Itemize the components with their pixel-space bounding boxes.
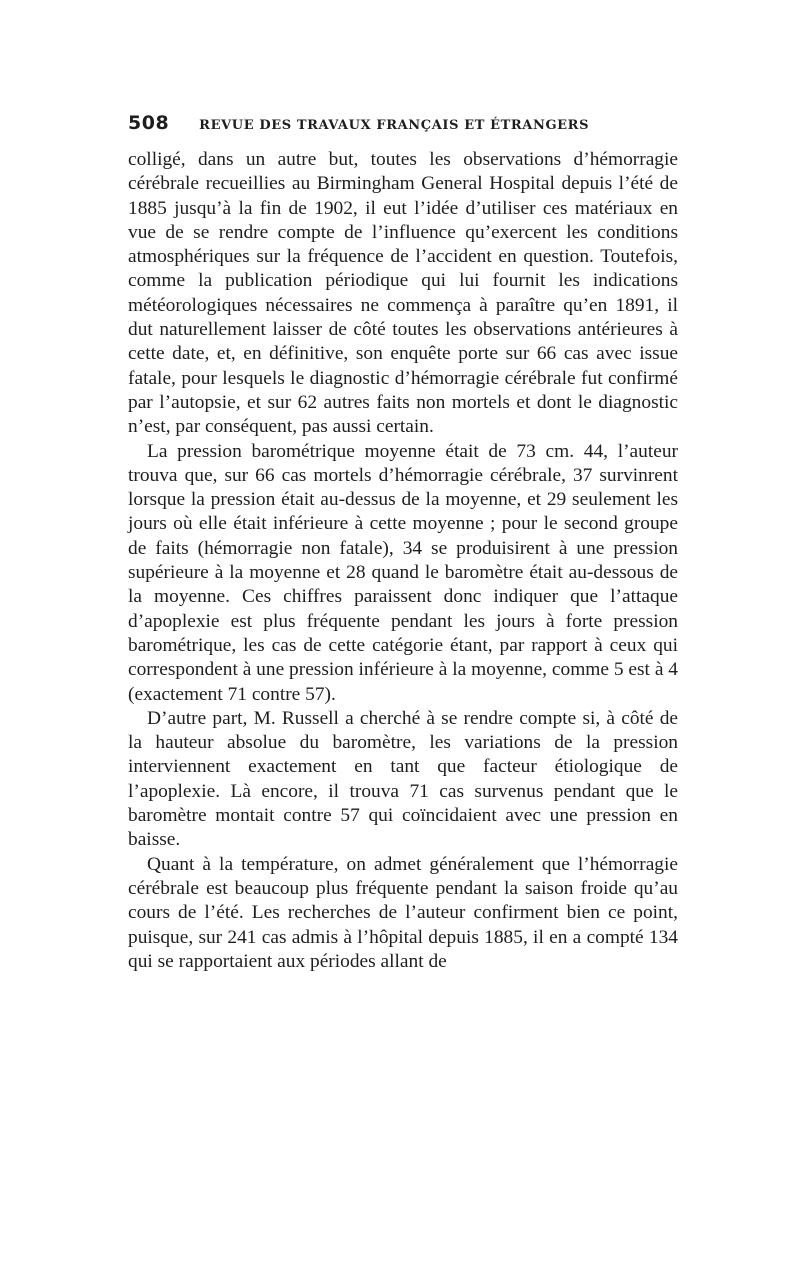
paragraph: Quant à la température, on admet généralement que l’hémorragie cérébrale est beaucoup plus fréquente pendant la saison froide qu’au cours de l’été. Les recherches de l’auteur confirment bien ce point, puisque, sur 241 cas admis à l’hôpital depuis 1885, il en a compté 134 qui se rapportaient aux périodes allant de (128, 853, 678, 972)
running-title: REVUE DES TRAVAUX FRANÇAIS ET ÉTRANGERS (199, 118, 590, 133)
page (128, 112, 678, 974)
paragraph: La pression barométrique moyenne était de 73 cm. 44, l’auteur trouva que, sur 66 cas mortels d’hémorragie cérébrale, 37 survinrent lorsque la pression était au-dessus de la moyenne, et 29 seulement les jours où elle était inférieure à cette moyenne ; pour le second groupe de faits (hémorragie non fatale), 34 se produisirent à une pression supérieure à la moyenne et 28 quand le baromètre était au-dessous de la moyenne. Ces chiffres paraissent donc indiquer que l’attaque d’apoplexie est plus fréquente pendant les jours à forte pression barométrique, les cas de cette catégorie étant, par rapport à ceux qui correspondent à une pression inférieure à la moyenne, comme 5 est à 4 (exactement 71 contre 57). (128, 440, 678, 705)
paragraph: colligé, dans un autre but, toutes les observations d’hémorragie cérébrale recueillies au Birmingham General Hospital depuis l’été de 1885 jusqu’à la fin de 1902, il eut l’idée d’utiliser ces matériaux en vue de se rendre compte de l’influence qu’exercent les conditions atmosphériques sur la fréquence de l’accident en question. Toutefois, comme la publication périodique qui lui fournit les indications météorologiques nécessaires ne commença à paraître qu’en 1891, il dut naturellement laisser de côté toutes les observations antérieures à cette date, et, en définitive, son enquête porte sur 66 cas avec issue fatale, pour lesquels le diagnostic d’hémorragie cérébrale fut confirmé par l’autopsie, et sur 62 autres faits non mortels et dont le diagnostic n’est, par conséquent, pas aussi certain. (128, 149, 678, 438)
body-text (128, 148, 678, 974)
paragraph: D’autre part, M. Russell a cherché à se rendre compte si, à côté de la hauteur absolue du baromètre, les variations de la pression interviennent exactement en tant que facteur étiologique de l’apoplexie. Là encore, il trouva 71 cas survenus pendant que le baromètre montait contre 57 qui coïncidaient avec une pression en baisse. (128, 707, 678, 851)
running-head (128, 112, 678, 142)
page-number: 508 (128, 112, 170, 134)
